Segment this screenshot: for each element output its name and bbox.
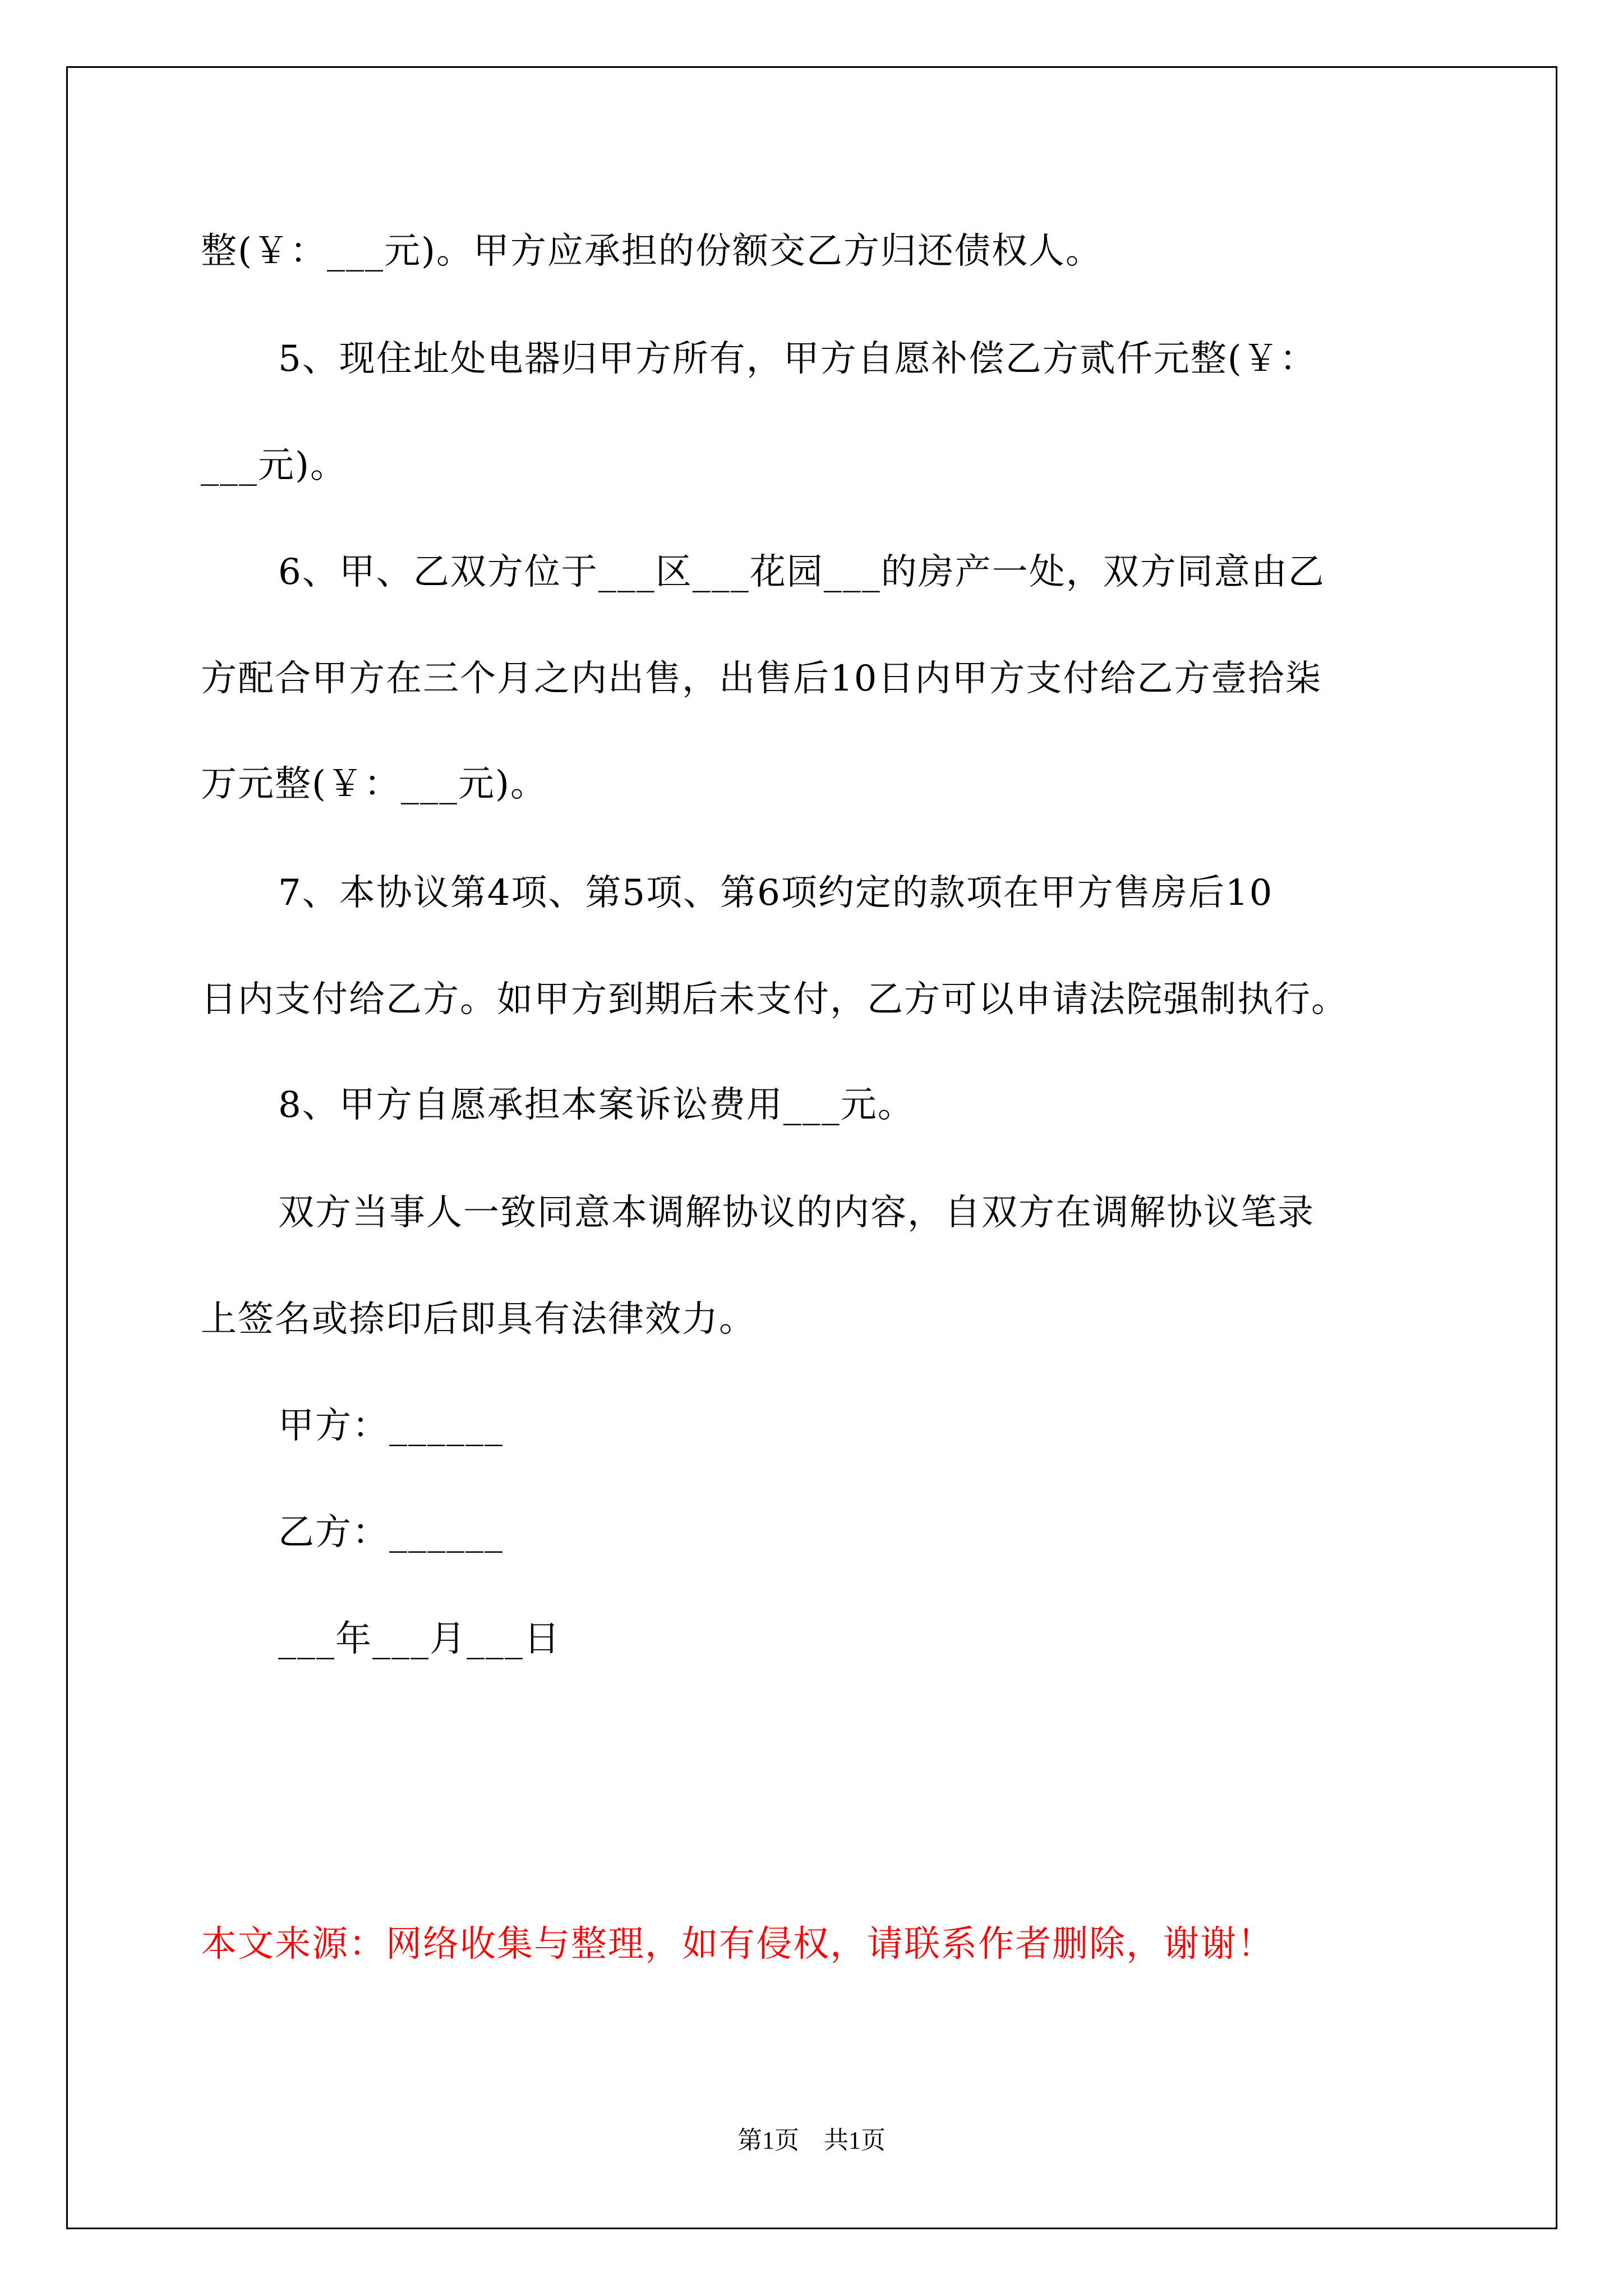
signature-party-a: 甲方：______ [278,1405,504,1447]
text-line-6: 万元整(￥：___元)。 [201,763,547,805]
text-line-1: 整(￥：___元)。甲方应承担的份额交乙方归还债权人。 [201,231,1103,272]
page-border [66,66,1557,2229]
text-line-5: 方配合甲方在三个月之内出售，出售后10日内甲方支付给乙方壹拾柒 [201,658,1322,700]
signature-date: ___年___月___日 [278,1618,561,1660]
text-line-11: 上签名或捺印后即具有法律效力。 [201,1299,756,1340]
text-line-8: 日内支付给乙方。如甲方到期后未支付，乙方可以申请法院强制执行。 [201,979,1348,1020]
source-notice: 本文来源：网络收集与整理，如有侵权，请联系作者删除，谢谢！ [201,1924,1274,1965]
text-line-4: 6、甲、乙双方位于___区___花园___的房产一处，双方同意由乙 [278,551,1325,593]
text-line-10: 双方当事人一致同意本调解协议的内容，自双方在调解协议笔录 [278,1192,1315,1234]
text-line-7: 7、本协议第4项、第5项、第6项约定的款项在甲方售房后10 [278,872,1274,914]
text-line-2: 5、现住址处电器归甲方所有，甲方自愿补偿乙方贰仟元整(￥： [278,338,1317,380]
text-line-3: ___元)。 [201,445,347,486]
signature-party-b: 乙方：______ [278,1512,504,1553]
text-line-9: 8、甲方自愿承担本案诉讼费用___元。 [278,1084,915,1126]
page-footer: 第1页 共1页 [737,2127,886,2154]
